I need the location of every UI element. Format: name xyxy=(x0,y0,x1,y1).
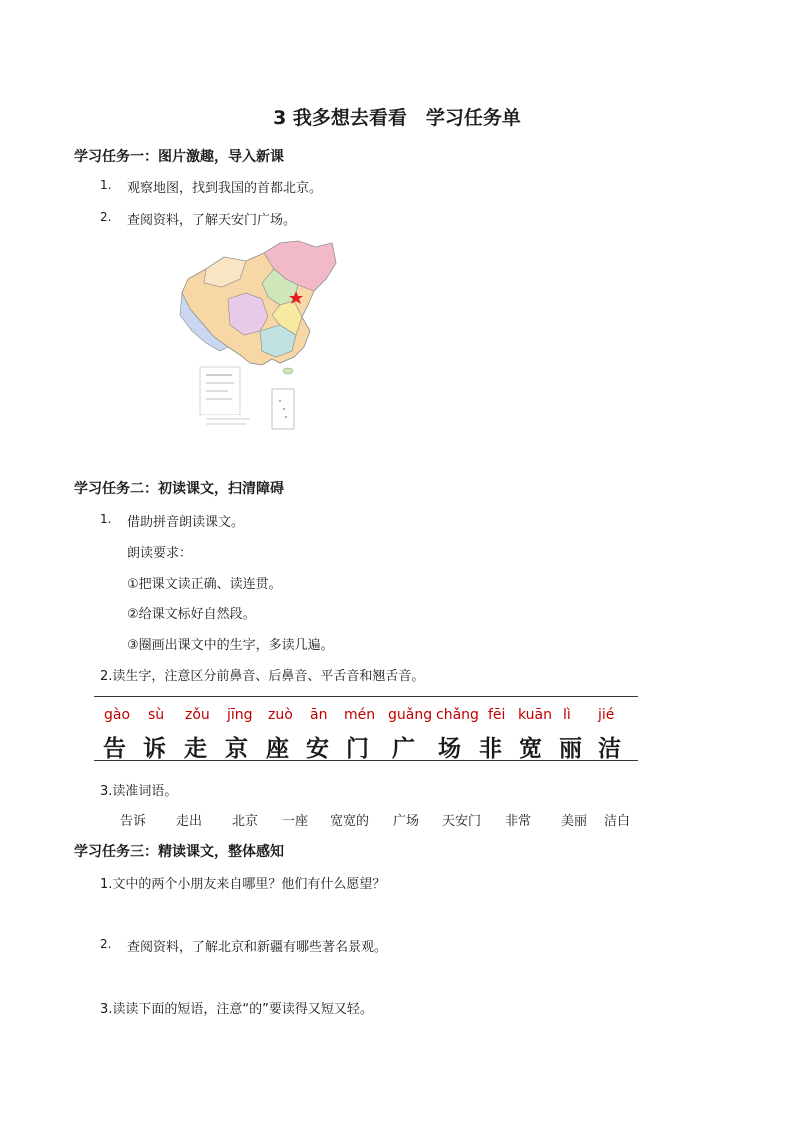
pinyin: jīng xyxy=(227,707,253,723)
pinyin: gào xyxy=(104,707,131,723)
pinyin: zǒu xyxy=(185,707,210,723)
character: 座 xyxy=(266,735,289,762)
character: 丽 xyxy=(559,735,582,762)
requirement-2: ②给课文标好自然段。 xyxy=(127,607,256,622)
task1-item1-number: 1. xyxy=(100,178,112,192)
character: 安 xyxy=(306,735,329,762)
vocab-word: 走出 xyxy=(176,814,203,829)
task1-item1-text: 观察地图，找到我国的首都北京。 xyxy=(127,181,323,196)
pinyin: fēi xyxy=(488,707,506,723)
character: 广 xyxy=(392,735,415,762)
task3-question2-text: 查阅资料，了解北京和新疆有哪些著名景观。 xyxy=(127,940,388,955)
page-title: 3 我多想去看看 学习任务单 xyxy=(273,107,521,129)
task2-item2-text: 2.读生字，注意区分前鼻音、后鼻音、平舌音和翘舌音。 xyxy=(100,669,425,684)
task2-item1-text: 借助拼音朗读课文。 xyxy=(127,515,245,530)
vocab-word: 美丽 xyxy=(561,814,588,829)
task1-item2-number: 2. xyxy=(100,210,112,224)
pinyin: zuò xyxy=(268,707,293,723)
task1-heading: 学习任务一：图片激趣，导入新课 xyxy=(74,149,284,165)
vocab-word: 广场 xyxy=(393,814,420,829)
pinyin: jié xyxy=(598,707,615,723)
task1-item2-text: 查阅资料，了解天安门广场。 xyxy=(127,213,297,228)
pinyin: sù xyxy=(148,707,165,723)
character: 告 xyxy=(103,735,126,762)
character: 场 xyxy=(438,735,461,762)
task2-item1-number: 1. xyxy=(100,512,112,526)
vocab-word: 天安门 xyxy=(442,814,482,829)
task3-question1: 1.文中的两个小朋友来自哪里？他们有什么愿望？ xyxy=(100,877,386,892)
task2-item3-text: 3.读准词语。 xyxy=(100,784,178,799)
character: 走 xyxy=(184,735,207,762)
requirement-3: ③圈画出课文中的生字，多读几遍。 xyxy=(127,638,334,653)
character: 宽 xyxy=(519,735,542,762)
requirement-1: ①把课文读正确、读连贯。 xyxy=(127,577,282,592)
vocab-word: 一座 xyxy=(282,814,309,829)
china-map-image xyxy=(176,239,338,434)
table-top-rule xyxy=(94,696,638,697)
table-bottom-rule xyxy=(94,760,638,761)
pinyin: guǎng xyxy=(388,707,433,723)
character: 洁 xyxy=(598,735,621,762)
reading-requirements-label: 朗读要求： xyxy=(127,546,193,561)
pinyin: chǎng xyxy=(436,707,479,723)
pinyin: kuān xyxy=(518,707,553,723)
character: 京 xyxy=(225,735,248,762)
character: 诉 xyxy=(143,735,166,762)
task3-question2-number: 2. xyxy=(100,937,112,951)
character: 门 xyxy=(346,735,369,762)
vocab-word: 宽宽的 xyxy=(330,814,370,829)
task2-heading: 学习任务二：初读课文，扫清障碍 xyxy=(74,481,284,497)
vocab-word: 北京 xyxy=(232,814,259,829)
pinyin: mén xyxy=(344,707,376,723)
pinyin: lì xyxy=(563,707,571,723)
character: 非 xyxy=(479,735,502,762)
vocab-word: 非常 xyxy=(505,814,532,829)
vocab-word: 洁白 xyxy=(604,814,631,829)
task3-question3: 3.读读下面的短语，注意“的”要读得又短又轻。 xyxy=(100,1002,373,1017)
task3-heading: 学习任务三：精读课文，整体感知 xyxy=(74,844,284,860)
vocab-word: 告诉 xyxy=(120,814,147,829)
pinyin: ān xyxy=(310,707,328,723)
